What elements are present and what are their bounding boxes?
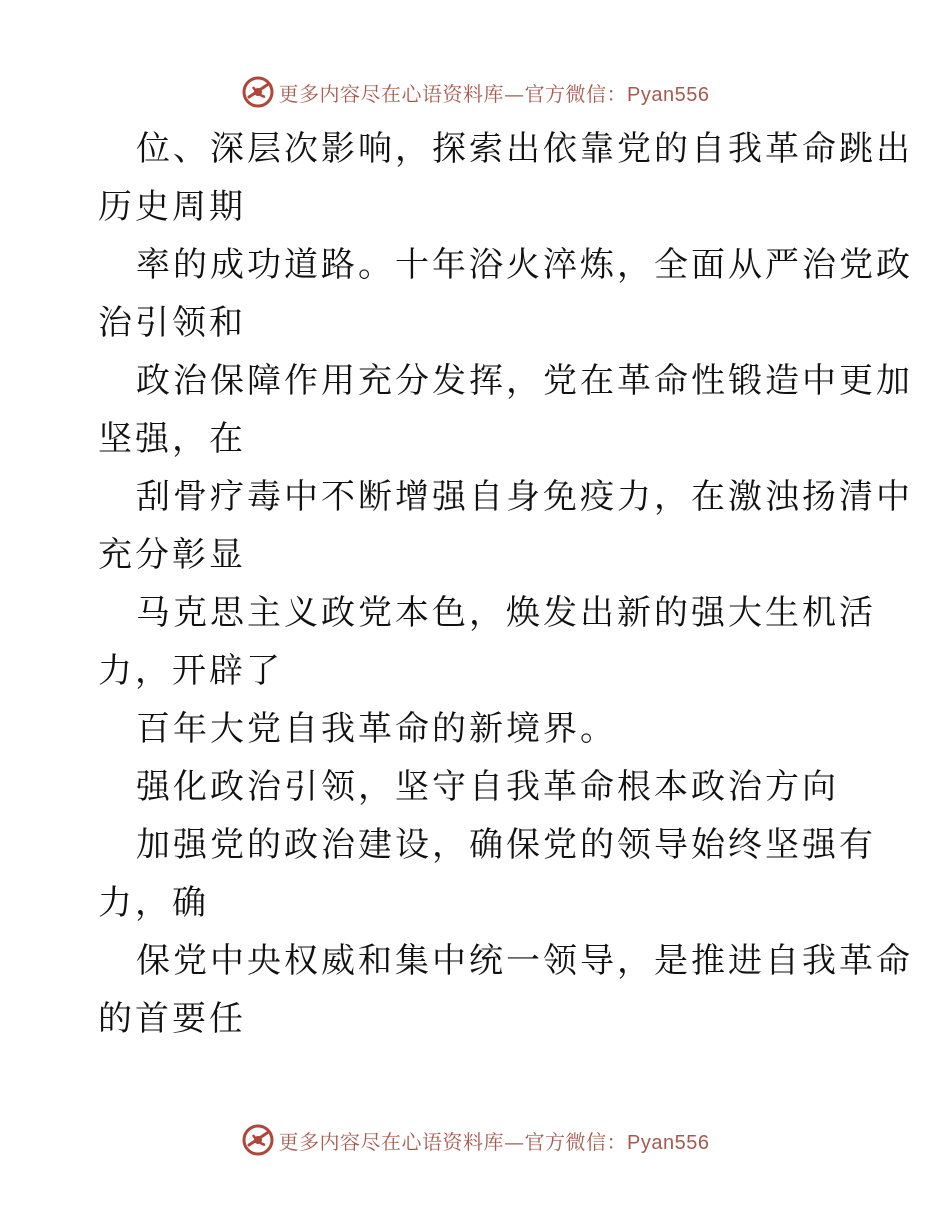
body-line: 充分彰显 bbox=[98, 535, 246, 575]
body-line: 加强党的政治建设，确保党的领导始终坚强有 bbox=[136, 825, 876, 865]
body-line: 力，开辟了 bbox=[98, 651, 283, 691]
seal-logo-icon bbox=[241, 1123, 275, 1157]
header-banner bbox=[0, 72, 950, 112]
body-line: 马克思主义政党本色，焕发出新的强大生机活 bbox=[136, 593, 876, 633]
body-line: 历史周期 bbox=[98, 187, 246, 227]
header-wechat-id: Pyan556 bbox=[627, 83, 710, 106]
body-line: 率的成功道路。十年浴火淬炼，全面从严治党政 bbox=[136, 245, 913, 285]
body-line: 百年大党自我革命的新境界。 bbox=[136, 709, 617, 749]
header-text: 更多内容尽在心语资料库—官方微信：Pyan556 bbox=[278, 81, 710, 106]
body-line: 保党中央权威和集中统一领导，是推进自我革命 bbox=[136, 941, 913, 981]
footer-text: 更多内容尽在心语资料库—官方微信：Pyan556 bbox=[278, 1129, 710, 1154]
body-line: 力，确 bbox=[98, 883, 209, 923]
body-line: 坚强，在 bbox=[98, 419, 246, 459]
body-line: 治引领和 bbox=[98, 303, 246, 343]
body-line: 政治保障作用充分发挥，党在革命性锻造中更加 bbox=[136, 361, 913, 401]
body-line: 的首要任 bbox=[98, 999, 246, 1039]
document-body bbox=[98, 120, 913, 1048]
section-heading: 强化政治引领，坚守自我革命根本政治方向 bbox=[136, 767, 839, 807]
body-line: 位、深层次影响，探索出依靠党的自我革命跳出 bbox=[136, 129, 913, 169]
seal-logo-icon bbox=[241, 75, 275, 109]
footer-wechat-id: Pyan556 bbox=[627, 1131, 710, 1154]
body-line: 刮骨疗毒中不断增强自身免疫力，在激浊扬清中 bbox=[136, 477, 913, 517]
footer-banner bbox=[0, 1120, 950, 1160]
